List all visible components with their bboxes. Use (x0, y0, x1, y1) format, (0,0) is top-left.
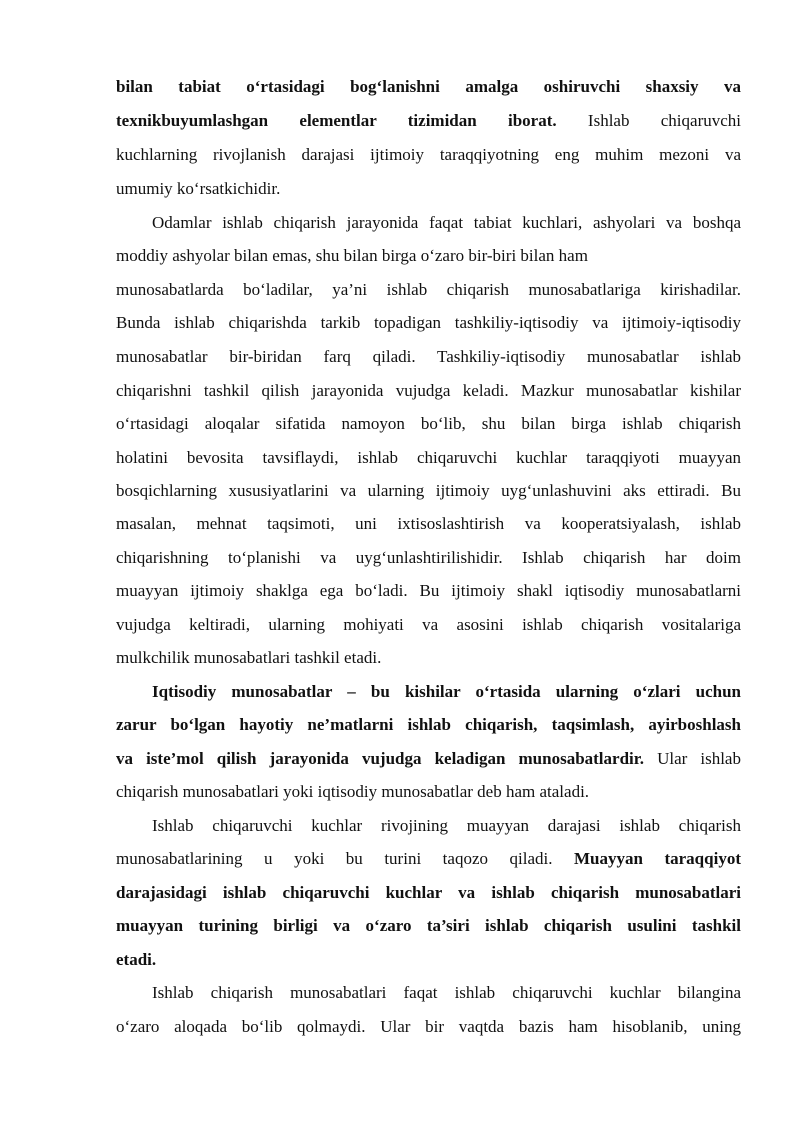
text-line (116, 347, 741, 367)
text-line (116, 916, 741, 936)
text-line (152, 213, 741, 233)
text-line (152, 682, 741, 702)
text-line (152, 983, 741, 1003)
text-line (116, 715, 741, 735)
text-line (152, 816, 741, 836)
text-run: chiqarish munosabatlari yoki iqtisodiy munosabatlar deb ham ataladi. (116, 782, 590, 801)
text-line (116, 581, 741, 601)
text-run: chiqarishning to‘planishi va uyg‘unlashtirilishidir. Ishlab chiqarish har doim (116, 548, 741, 567)
text-run: Ishlab chiqaruvchi kuchlar rivojining muayyan darajasi ishlab chiqarish (152, 816, 741, 835)
text-line (116, 280, 741, 300)
text-run: darajasidagi ishlab chiqaruvchi kuchlar va ishlab chiqarish munosabatlari (116, 883, 741, 902)
text-line (116, 111, 741, 131)
text-line (116, 1017, 741, 1037)
text-line (116, 246, 741, 266)
text-run: zarur bo‘lgan hayotiy ne’matlarni ishlab chiqarish, taqsimlash, ayirboshlash (116, 715, 741, 734)
text-run: moddiy ashyolar bilan emas, shu bilan birga o‘zaro bir-biri bilan ham (116, 246, 588, 265)
text-run: mulkchilik munosabatlari tashkil etadi. (116, 648, 382, 667)
text-line (116, 883, 741, 903)
text-run: vujudga keltiradi, ularning mohiyati va asosini ishlab chiqarish vositalariga (116, 615, 741, 634)
text-run: masalan, mehnat taqsimoti, uni ixtisoslashtirish va kooperatsiyalash, ishlab (116, 514, 741, 533)
text-run: o‘zaro aloqada bo‘lib qolmaydi. Ular bir vaqtda bazis ham hisoblanib, uning (116, 1017, 741, 1036)
text-line (116, 849, 741, 869)
text-run: muayyan ijtimoiy shaklga ega bo‘ladi. Bu ijtimoiy shakl iqtisodiy munosabatlarni (116, 581, 741, 600)
text-run: Muayyan taraqqiyot (574, 849, 741, 868)
text-line (116, 414, 741, 434)
text-run: munosabatlar bir-biridan farq qiladi. Tashkiliy-iqtisodiy munosabatlar ishlab (116, 347, 741, 366)
text-run: umumiy ko‘rsatkichidir. (116, 179, 281, 198)
text-line (116, 648, 741, 668)
text-line (116, 179, 741, 199)
text-run: muayyan turining birligi va o‘zaro ta’siri ishlab chiqarish usulini tashkil (116, 916, 741, 935)
text-run: bilan tabiat o‘rtasidagi bog‘lanishni amalga oshiruvchi shaxsiy va (116, 77, 741, 96)
text-line (116, 514, 741, 534)
text-run: texnikbuyumlashgan elementlar tizimidan iborat. (116, 111, 557, 130)
text-run: holatini bevosita tavsiflaydi, ishlab chiqaruvchi kuchlar taraqqiyoti muayyan (116, 448, 741, 467)
text-run: Iqtisodiy munosabatlar – bu kishilar o‘rtasida ularning o‘zlari uchun (152, 682, 741, 701)
text-line (116, 950, 741, 970)
text-run: Odamlar ishlab chiqarish jarayonida faqat tabiat kuchlari, ashyolari va boshqa (152, 213, 741, 232)
text-run: Ishlab chiqaruvchi (556, 111, 741, 130)
text-line (116, 749, 741, 769)
text-run: chiqarishni tashkil qilish jarayonida vujudga keladi. Mazkur munosabatlar kishilar (116, 381, 741, 400)
text-line (116, 782, 741, 802)
text-run: etadi. (116, 950, 157, 969)
text-run: Ular ishlab (644, 749, 741, 768)
text-line (116, 448, 741, 468)
text-line (116, 381, 741, 401)
text-run: Bunda ishlab chiqarishda tarkib topadigan tashkiliy-iqtisodiy va ijtimoiy-iqtisodiy (116, 313, 741, 332)
text-run: o‘rtasidagi aloqalar sifatida namoyon bo‘lib, shu bilan birga ishlab chiqarish (116, 414, 741, 433)
text-run: Ishlab chiqarish munosabatlari faqat ishlab chiqaruvchi kuchlar bilangina (152, 983, 741, 1002)
text-line (116, 313, 741, 333)
text-run: munosabatlarining u yoki bu turini taqozo qiladi. (116, 849, 574, 868)
text-line (116, 481, 741, 501)
text-run: kuchlarning rivojlanish darajasi ijtimoiy taraqqiyotning eng muhim mezoni va (116, 145, 741, 164)
text-run: va iste’mol qilish jarayonida vujudga keladigan munosabatlardir. (116, 749, 644, 768)
text-line (116, 615, 741, 635)
text-line (116, 145, 741, 165)
text-line (116, 548, 741, 568)
text-run: munosabatlarda bo‘ladilar, ya’ni ishlab chiqarish munosabatlariga kirishadilar. (116, 280, 741, 299)
text-line (116, 77, 741, 97)
text-run: bosqichlarning xususiyatlarini va ularning ijtimoiy uyg‘unlashuvini aks ettiradi. Bu (116, 481, 741, 500)
